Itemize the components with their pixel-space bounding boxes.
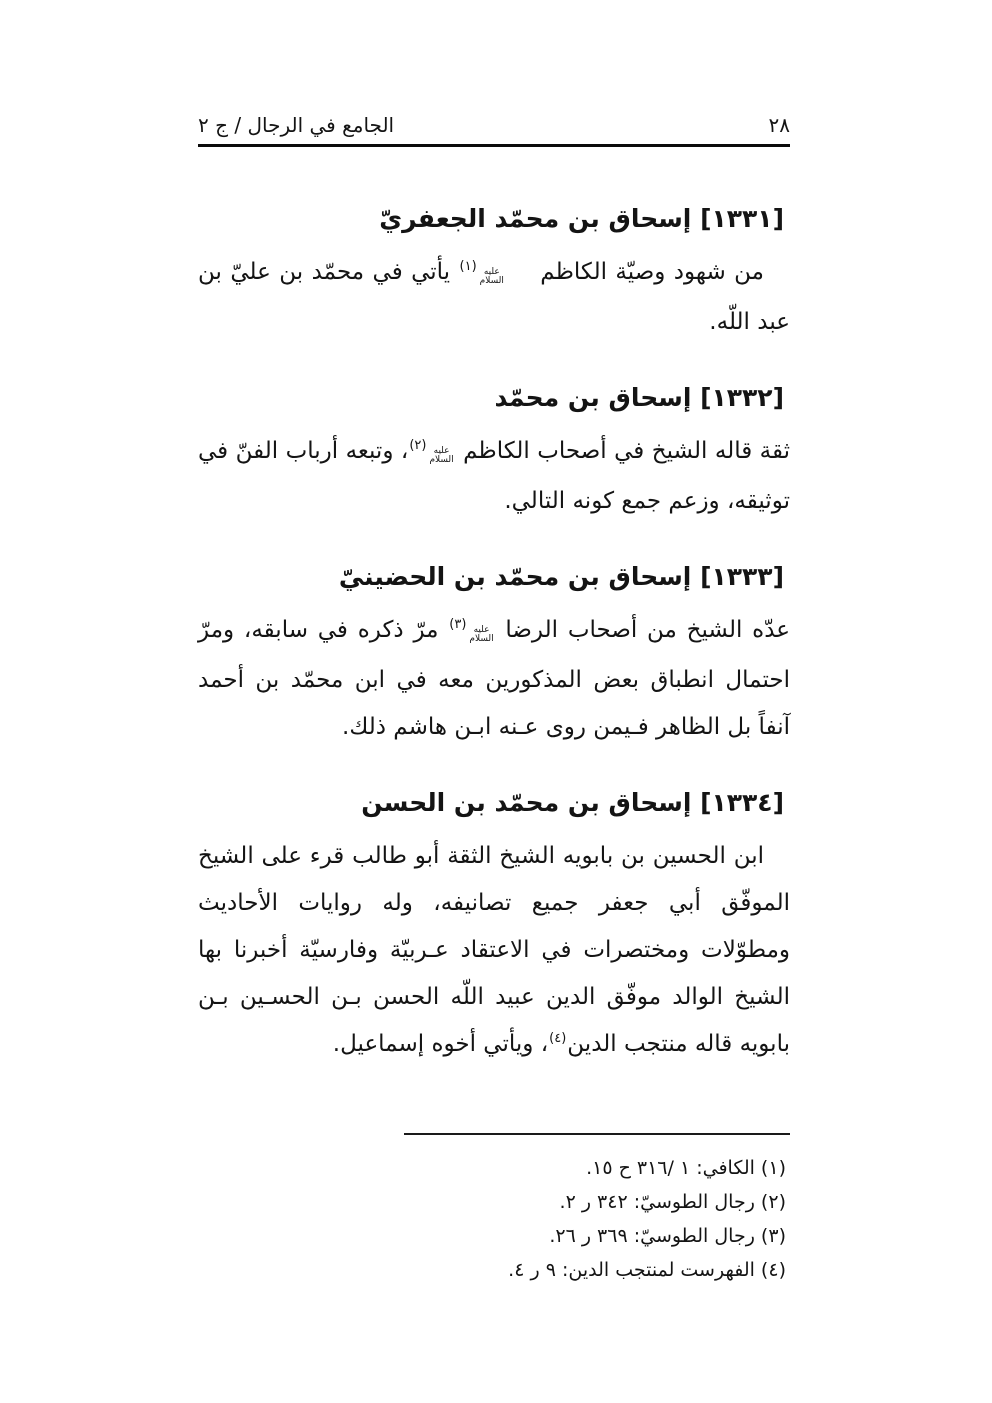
- alayhi-salam-mark: عليه السلام: [479, 267, 504, 287]
- entry-paragraph: [198, 607, 790, 751]
- entry-heading: [١٣٣٣] إسحاق بن محمّد بن الحضينيّ: [338, 562, 784, 591]
- body-text: ، ويأتي أخوه إسماعيل.: [332, 1031, 549, 1057]
- footnote-marker: (١): [459, 259, 477, 274]
- rijal-entry: [198, 380, 790, 525]
- footnotes-section: [198, 1133, 790, 1287]
- text-column: [198, 0, 790, 1287]
- entry-paragraph: [198, 249, 790, 346]
- entry-paragraph: [198, 833, 790, 1071]
- entry-paragraph: [198, 428, 790, 525]
- body-text: ثقة قاله الشيخ في أصحاب الكاظم: [455, 438, 791, 464]
- footnote-item: (١) الكافي: ١ /٣١٦ ح ١٥.: [586, 1157, 786, 1179]
- entry-heading: [١٣٣١] إسحاق بن محمّد الجعفريّ: [379, 204, 784, 233]
- footnote-marker: (٣): [449, 617, 467, 632]
- page-header: [198, 0, 790, 140]
- entry-heading: [١٣٣٤] إسحاق بن محمّد بن الحسن: [361, 788, 784, 817]
- body-text: مرّ ذكره في سابقه، ومرّ احتمال انطباق بعض المذكورين معه في ابن محمّد بن أحمد آنفاً بل الظاهر فـيمن روى عـنه ابـن هاشم ذلك.: [198, 617, 790, 740]
- body-text: عدّه الشيخ من أصحاب الرضا: [495, 617, 790, 643]
- rijal-entry: [198, 785, 790, 1071]
- footnote-marker: (٤): [549, 1031, 567, 1046]
- page-number: ٢٨: [768, 113, 790, 137]
- alayhi-salam-mark: عليه السلام: [429, 446, 454, 466]
- body-text: ابن الحسين بن بابويه الشيخ الثقة أبو طالب قرء على الشيخ الموفّق أبي جعفر جميع تصانيفه، وله روايات الأحاديث ومطوّلات ومختصرات في الاعتقاد عـربيّة وفارسيّة أخبرنا بها الشيخ الوالد موفّق الدين عبيد اللّه الحسن بـن الحسـين بـن بابويه قاله منتجب الدين: [198, 843, 790, 1057]
- alayhi-salam-mark: عليه السلام: [469, 625, 494, 645]
- footnote-item: (٣) رجال الطوسيّ: ٣٦٩ ر ٢٦.: [549, 1225, 786, 1247]
- rijal-entry: [198, 201, 790, 346]
- footnote-item: (٤) الفهرست لمنتجب الدين: ٩ ر ٤.: [508, 1259, 786, 1281]
- body-text: من شهود وصيّة الكاظم: [531, 259, 764, 285]
- body-text: ، وتبعه أرباب الفنّ في توثيقه، وزعم جمع كونه التالي.: [198, 438, 790, 514]
- running-title: الجامع في الرجال / ج ٢: [198, 113, 395, 137]
- body-text: يأتي في محمّد بن عليّ بن عبد اللّه.: [198, 259, 790, 335]
- entry-heading: [١٣٣٢] إسحاق بن محمّد: [494, 383, 784, 412]
- footnote-item: (٢) رجال الطوسيّ: ٣٤٢ ر ٢.: [559, 1191, 786, 1213]
- footnote-list: [198, 1135, 790, 1287]
- entries-list: [198, 147, 790, 1071]
- rijal-entry: [198, 559, 790, 751]
- footnote-marker: (٢): [409, 438, 427, 453]
